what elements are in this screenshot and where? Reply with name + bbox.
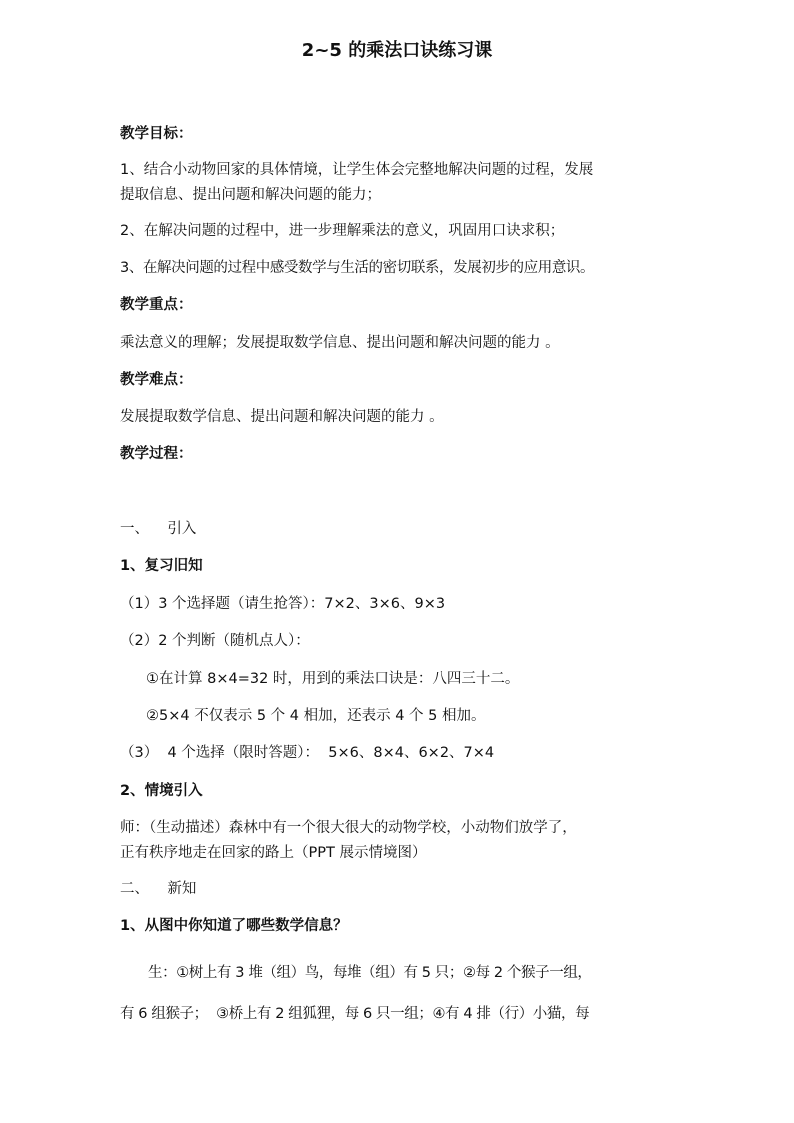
difficulty-text: 发展提取数学信息、提出问题和解决问题的能力 。	[120, 409, 444, 425]
section-1-heading: 一、 引入	[120, 521, 197, 537]
document-title: 2~5 的乘法口诀练习课	[301, 40, 493, 61]
subsection-2-1: 1、从图中你知道了哪些数学信息？	[120, 918, 348, 934]
scene-line-2: 正有秩序地走在回家的路上（PPT 展示情境图）	[120, 845, 427, 861]
item-3: （3） 4 个选择（限时答题）： 5×6、8×4、6×2、7×4	[120, 745, 495, 761]
section-2-heading: 二、 新知	[120, 881, 197, 897]
subsection-1-2: 2、情境引入	[120, 783, 203, 799]
item-1: （1）3 个选择题（请生抢答）：7×2、3×6、9×3	[120, 596, 446, 612]
subsection-1-1: 1、复习旧知	[120, 558, 203, 574]
goal-2: 2、在解决问题的过程中，进一步理解乘法的意义，巩固用口诀求积；	[120, 223, 565, 239]
scene-line-1: 师：（生动描述）森林中有一个很大很大的动物学校，小动物们放学了，	[120, 820, 577, 836]
goal-3: 3、在解决问题的过程中感受数学与生活的密切联系，发展初步的应用意识。	[120, 260, 595, 276]
goals-heading: 教学目标：	[120, 126, 193, 142]
key-heading: 教学重点：	[120, 297, 193, 313]
judge-1: ①在计算 8×4=32 时，用到的乘法口诀是：八四三十二。	[146, 671, 520, 687]
difficulty-heading: 教学难点：	[120, 372, 193, 388]
answer-line-2: 有 6 组猴子； ③桥上有 2 组狐狸，每 6 只一组；④有 4 排（行）小猫，每	[120, 1006, 590, 1022]
process-heading: 教学过程：	[120, 446, 193, 462]
answer-line-1: 生：①树上有 3 堆（组）鸟，每堆（组）有 5 只；②每 2 个猴子一组，	[148, 965, 592, 981]
item-2: （2）2 个判断（随机点人）：	[120, 633, 310, 649]
key-text: 乘法意义的理解；发展提取数学信息、提出问题和解决问题的能力 。	[120, 335, 560, 351]
goal-1-line-1: 1、结合小动物回家的具体情境，让学生体会完整地解决问题的过程，发展	[120, 162, 594, 178]
goal-1-line-2: 提取信息、提出问题和解决问题的能力；	[120, 187, 381, 203]
judge-2: ②5×4 不仅表示 5 个 4 相加，还表示 4 个 5 相加。	[146, 708, 486, 724]
